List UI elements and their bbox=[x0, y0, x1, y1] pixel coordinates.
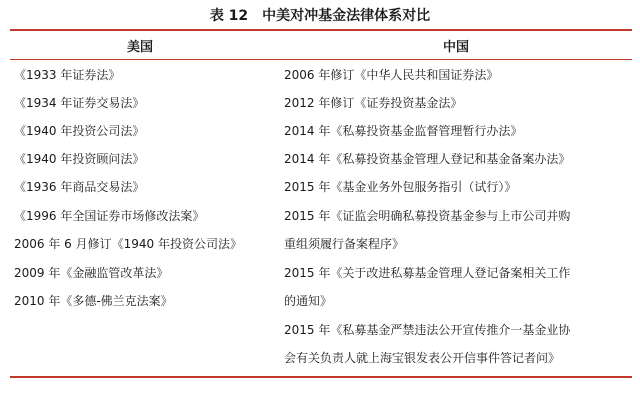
cn-law-item: 2006 年修订《中华人民共和国证券法》 bbox=[284, 68, 499, 82]
us-law-item: 2009 年《金融监管改革法》 bbox=[14, 266, 169, 280]
header-rule bbox=[10, 59, 632, 60]
us-law-item: 《1940 年投资公司法》 bbox=[14, 124, 145, 138]
us-law-item: 2010 年《多德-佛兰克法案》 bbox=[14, 294, 173, 308]
us-law-item: 2006 年 6 月修订《1940 年投资公司法》 bbox=[14, 237, 242, 251]
us-law-item: 《1940 年投资顾问法》 bbox=[14, 152, 145, 166]
cn-law-item: 2012 年修订《证券投资基金法》 bbox=[284, 96, 463, 110]
cn-law-item: 2014 年《私募投资基金监督管理暂行办法》 bbox=[284, 124, 523, 138]
cn-law-item-continued: 的通知》 bbox=[284, 294, 333, 308]
cn-law-item: 2015 年《私募基金严禁违法公开宣传推介一基金业协 bbox=[284, 323, 571, 337]
cn-law-item: 2015 年《关于改进私募基金管理人登记备案相关工作 bbox=[284, 266, 571, 280]
us-law-item: 《1934 年证券交易法》 bbox=[14, 96, 145, 110]
column-header-us: 美国 bbox=[126, 40, 153, 55]
column-header-cn: 中国 bbox=[442, 40, 469, 55]
cn-law-item: 2014 年《私募投资基金管理人登记和基金备案办法》 bbox=[284, 152, 571, 166]
us-law-item: 《1996 年全国证券市场修改法案》 bbox=[14, 209, 205, 223]
cn-law-item-continued: 会有关负责人就上海宝银发表公开信事件答记者问》 bbox=[284, 351, 561, 365]
us-law-item: 《1936 年商品交易法》 bbox=[14, 180, 145, 194]
table-title: 表 12 中美对冲基金法律体系对比 bbox=[209, 8, 431, 24]
bottom-rule bbox=[10, 376, 632, 378]
cn-law-item-continued: 重组须履行备案程序》 bbox=[284, 237, 405, 251]
us-law-item: 《1933 年证券法》 bbox=[14, 68, 121, 82]
top-rule bbox=[10, 29, 632, 31]
cn-law-item: 2015 年《基金业务外包服务指引（试行）》 bbox=[284, 180, 517, 194]
cn-law-item: 2015 年《证监会明确私募投资基金参与上市公司并购 bbox=[284, 209, 571, 223]
